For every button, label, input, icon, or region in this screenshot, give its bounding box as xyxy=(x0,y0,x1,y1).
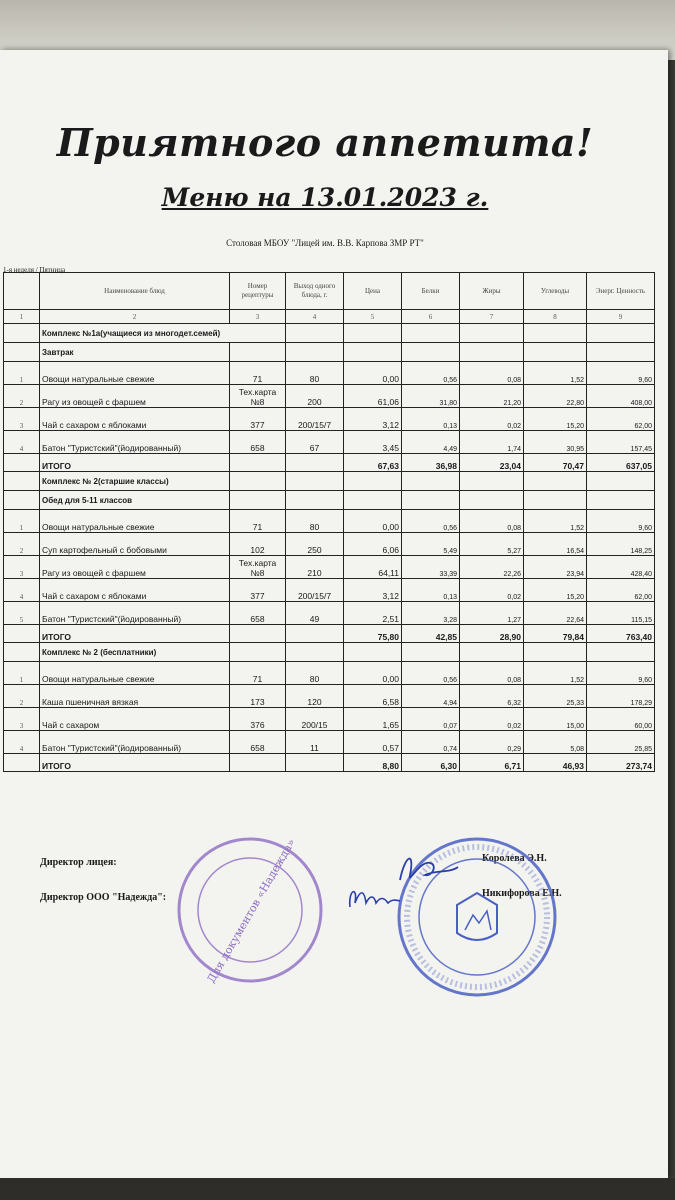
col-number: 7 xyxy=(460,310,524,324)
total-row xyxy=(4,625,655,643)
dish-name: Рагу из овощей с фаршем xyxy=(40,385,230,408)
total-price: 8,80 xyxy=(344,754,402,772)
header-dish-name: Наименование блюд xyxy=(40,273,230,310)
section-title: Комплекс №1а(учащиеся из многодет.семей) xyxy=(40,324,286,343)
table-row xyxy=(4,731,655,754)
carbs: 23,94 xyxy=(524,556,587,579)
total-label: ИТОГО xyxy=(40,625,230,643)
protein: 33,39 xyxy=(402,556,460,579)
header-fat: Жиры xyxy=(460,273,524,310)
total-protein: 6,30 xyxy=(402,754,460,772)
carbs: 5,08 xyxy=(524,731,587,754)
energy: 408,00 xyxy=(587,385,655,408)
protein: 0,56 xyxy=(402,362,460,385)
portion-weight: 80 xyxy=(286,510,344,533)
row-number: 2 xyxy=(4,533,40,556)
carbs: 15,20 xyxy=(524,408,587,431)
dish-name: Овощи натуральные свежие xyxy=(40,362,230,385)
total-fat: 28,90 xyxy=(460,625,524,643)
section1-items xyxy=(4,362,655,454)
total-energy: 763,40 xyxy=(587,625,655,643)
menu-date-title: Меню на 13.01.2023 г. xyxy=(161,183,489,212)
total-price: 67,63 xyxy=(344,454,402,472)
portion-weight: 80 xyxy=(286,662,344,685)
director-company-label: Директор ООО "Надежда": xyxy=(40,892,167,903)
section-title-row xyxy=(4,324,655,343)
section-title: Комплекс № 2(старшие классы) xyxy=(40,472,230,491)
signatures-handwritten xyxy=(340,845,470,920)
fat: 5,27 xyxy=(460,533,524,556)
price: 3,12 xyxy=(344,408,402,431)
meal-title: Обед для 5-11 классов xyxy=(40,491,230,510)
total-protein: 42,85 xyxy=(402,625,460,643)
section2-items xyxy=(4,510,655,625)
portion-weight: 250 xyxy=(286,533,344,556)
total-carbs: 46,93 xyxy=(524,754,587,772)
energy: 25,85 xyxy=(587,731,655,754)
fat: 6,32 xyxy=(460,685,524,708)
total-row xyxy=(4,754,655,772)
dish-name: Батон "Туристский"(йодированный) xyxy=(40,431,230,454)
carbs: 25,33 xyxy=(524,685,587,708)
price: 0,57 xyxy=(344,731,402,754)
price: 1,65 xyxy=(344,708,402,731)
portion-weight: 210 xyxy=(286,556,344,579)
total-carbs: 70,47 xyxy=(524,454,587,472)
protein: 4,94 xyxy=(402,685,460,708)
header-carbs: Углеводы xyxy=(524,273,587,310)
total-fat: 23,04 xyxy=(460,454,524,472)
protein: 0,74 xyxy=(402,731,460,754)
header-portion-weight: Выход одного блюда, г. xyxy=(286,273,344,310)
portion-weight: 11 xyxy=(286,731,344,754)
recipe-number: Тех.карта №8 xyxy=(230,556,286,579)
meal-title: Завтрак xyxy=(40,343,230,362)
col-number: 6 xyxy=(402,310,460,324)
carbs: 15,20 xyxy=(524,579,587,602)
protein: 3,28 xyxy=(402,602,460,625)
row-number: 3 xyxy=(4,556,40,579)
price: 3,45 xyxy=(344,431,402,454)
col-number: 5 xyxy=(344,310,402,324)
price: 2,51 xyxy=(344,602,402,625)
price: 0,00 xyxy=(344,510,402,533)
total-protein: 36,98 xyxy=(402,454,460,472)
col-number: 9 xyxy=(587,310,655,324)
carbs: 30,95 xyxy=(524,431,587,454)
table-row xyxy=(4,510,655,533)
total-label: ИТОГО xyxy=(40,754,230,772)
row-number: 4 xyxy=(4,731,40,754)
recipe-number: 71 xyxy=(230,510,286,533)
recipe-number: 658 xyxy=(230,431,286,454)
total-label: ИТОГО xyxy=(40,454,230,472)
total-carbs: 79,84 xyxy=(524,625,587,643)
table-row xyxy=(4,602,655,625)
portion-weight: 120 xyxy=(286,685,344,708)
energy: 62,00 xyxy=(587,408,655,431)
meal-title-row xyxy=(4,491,655,510)
table-header-row xyxy=(4,273,655,310)
col-number: 4 xyxy=(286,310,344,324)
fat: 21,20 xyxy=(460,385,524,408)
carbs: 22,80 xyxy=(524,385,587,408)
portion-weight: 200 xyxy=(286,385,344,408)
fat: 0,02 xyxy=(460,408,524,431)
table-row xyxy=(4,408,655,431)
table-row xyxy=(4,579,655,602)
protein: 4,49 xyxy=(402,431,460,454)
fat: 0,08 xyxy=(460,362,524,385)
protein: 5,49 xyxy=(402,533,460,556)
price: 61,06 xyxy=(344,385,402,408)
dish-name: Батон "Туристский"(йодированный) xyxy=(40,602,230,625)
col-number: 2 xyxy=(40,310,230,324)
price: 6,58 xyxy=(344,685,402,708)
canteen-name: Столовая МБОУ "Лицей им. В.В. Карпова ЗМР РТ" xyxy=(226,238,424,248)
fat: 1,27 xyxy=(460,602,524,625)
energy: 9,60 xyxy=(587,662,655,685)
column-numbers-row xyxy=(4,310,655,324)
row-number: 3 xyxy=(4,708,40,731)
carbs: 1,52 xyxy=(524,362,587,385)
total-energy: 273,74 xyxy=(587,754,655,772)
recipe-number: 71 xyxy=(230,362,286,385)
recipe-number: 377 xyxy=(230,408,286,431)
fat: 1,74 xyxy=(460,431,524,454)
recipe-number: Тех.карта №8 xyxy=(230,385,286,408)
energy: 157,45 xyxy=(587,431,655,454)
fat: 0,08 xyxy=(460,662,524,685)
row-number: 2 xyxy=(4,385,40,408)
fat: 0,02 xyxy=(460,708,524,731)
section3-items xyxy=(4,662,655,754)
director-company-name: Никифорова Е.Н. xyxy=(482,888,562,899)
fat: 0,08 xyxy=(460,510,524,533)
energy: 9,60 xyxy=(587,362,655,385)
protein: 0,56 xyxy=(402,662,460,685)
fat: 0,02 xyxy=(460,579,524,602)
portion-weight: 200/15 xyxy=(286,708,344,731)
portion-weight: 49 xyxy=(286,602,344,625)
total-energy: 637,05 xyxy=(587,454,655,472)
row-number: 1 xyxy=(4,362,40,385)
table-row xyxy=(4,556,655,579)
recipe-number: 376 xyxy=(230,708,286,731)
protein: 0,07 xyxy=(402,708,460,731)
portion-weight: 200/15/7 xyxy=(286,408,344,431)
header-protein: Белки xyxy=(402,273,460,310)
page-title: Приятного аппетита! xyxy=(56,120,594,165)
table-row xyxy=(4,533,655,556)
fat: 22,26 xyxy=(460,556,524,579)
energy: 9,60 xyxy=(587,510,655,533)
table-row xyxy=(4,662,655,685)
dish-name: Чай с сахаром с яблоками xyxy=(40,408,230,431)
price: 6,06 xyxy=(344,533,402,556)
row-number: 1 xyxy=(4,662,40,685)
dish-name: Батон "Туристский"(йодированный) xyxy=(40,731,230,754)
protein: 0,13 xyxy=(402,408,460,431)
recipe-number: 71 xyxy=(230,662,286,685)
energy: 60,00 xyxy=(587,708,655,731)
energy: 178,29 xyxy=(587,685,655,708)
portion-weight: 200/15/7 xyxy=(286,579,344,602)
protein: 0,56 xyxy=(402,510,460,533)
dish-name: Суп картофельный с бобовыми xyxy=(40,533,230,556)
recipe-number: 658 xyxy=(230,602,286,625)
col-number: 1 xyxy=(4,310,40,324)
row-number: 5 xyxy=(4,602,40,625)
dish-name: Овощи натуральные свежие xyxy=(40,662,230,685)
table-row xyxy=(4,431,655,454)
signature-lyceum-icon xyxy=(400,859,458,880)
carbs: 16,54 xyxy=(524,533,587,556)
row-number: 4 xyxy=(4,431,40,454)
dish-name: Чай с сахаром xyxy=(40,708,230,731)
portion-weight: 67 xyxy=(286,431,344,454)
price: 3,12 xyxy=(344,579,402,602)
section-title-row xyxy=(4,472,655,491)
background-bottom xyxy=(0,1178,675,1200)
price: 0,00 xyxy=(344,362,402,385)
row-number: 2 xyxy=(4,685,40,708)
meal-title-row xyxy=(4,343,655,362)
table-row xyxy=(4,685,655,708)
director-lyceum-name: Королева Э.Н. xyxy=(482,853,547,864)
col-number: 3 xyxy=(230,310,286,324)
director-lyceum-label: Директор лицея: xyxy=(40,857,117,868)
menu-table xyxy=(3,272,655,772)
energy: 428,40 xyxy=(587,556,655,579)
dish-name: Каша пшеничная вязкая xyxy=(40,685,230,708)
row-number: 4 xyxy=(4,579,40,602)
carbs: 1,52 xyxy=(524,662,587,685)
recipe-number: 173 xyxy=(230,685,286,708)
total-price: 75,80 xyxy=(344,625,402,643)
recipe-number: 102 xyxy=(230,533,286,556)
header-recipe-number: Номер рецептуры xyxy=(230,273,286,310)
stamp-center-text: Для документов «Надежда» xyxy=(204,836,298,985)
dish-name: Овощи натуральные свежие xyxy=(40,510,230,533)
portion-weight: 80 xyxy=(286,362,344,385)
carbs: 22,64 xyxy=(524,602,587,625)
dish-name: Рагу из овощей с фаршем xyxy=(40,556,230,579)
header-price: Цена xyxy=(344,273,402,310)
section-title-row xyxy=(4,643,655,662)
col-number: 8 xyxy=(524,310,587,324)
header-energy: Энерг. Ценность xyxy=(587,273,655,310)
week-day-label: 1-я неделя / Пятница xyxy=(3,266,66,274)
section-title: Комплекс № 2 (бесплатники) xyxy=(40,643,230,662)
signature-company-icon xyxy=(350,892,400,907)
total-fat: 6,71 xyxy=(460,754,524,772)
energy: 62,00 xyxy=(587,579,655,602)
carbs: 1,52 xyxy=(524,510,587,533)
fat: 0,29 xyxy=(460,731,524,754)
energy: 148,25 xyxy=(587,533,655,556)
row-number: 3 xyxy=(4,408,40,431)
carbs: 15,00 xyxy=(524,708,587,731)
company-stamp xyxy=(175,835,325,985)
row-number: 1 xyxy=(4,510,40,533)
dish-name: Чай с сахаром с яблоками xyxy=(40,579,230,602)
recipe-number: 658 xyxy=(230,731,286,754)
protein: 31,80 xyxy=(402,385,460,408)
protein: 0,13 xyxy=(402,579,460,602)
table-row xyxy=(4,708,655,731)
table-row xyxy=(4,385,655,408)
price: 0,00 xyxy=(344,662,402,685)
table-row xyxy=(4,362,655,385)
price: 64,11 xyxy=(344,556,402,579)
recipe-number: 377 xyxy=(230,579,286,602)
energy: 115,15 xyxy=(587,602,655,625)
total-row xyxy=(4,454,655,472)
